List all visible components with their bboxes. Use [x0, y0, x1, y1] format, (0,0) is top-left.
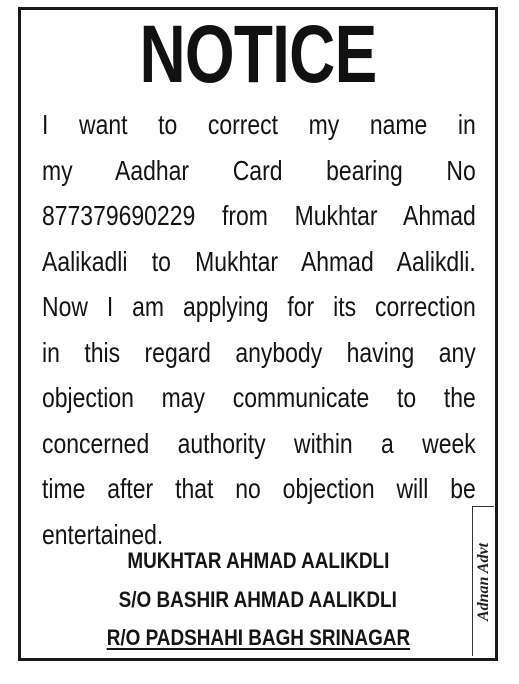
signature-name-text: MUKHTAR AHMAD AALIKDLI: [126, 548, 390, 573]
notice-body: [42, 102, 476, 557]
agency-credit-text: Adnan Advt: [474, 542, 492, 621]
signature-residence-text: R/O PADSHAHI BAGH SRINAGAR: [106, 625, 410, 650]
body-line: my Aadhar Card bearing No: [42, 154, 476, 186]
body-line: concerned authority within a week: [42, 427, 476, 459]
notice-title: NOTICE: [139, 9, 377, 100]
body-line: objection may communicate to the: [42, 382, 476, 413]
body-line: time after that no objection will be: [42, 473, 476, 504]
body-line: in this regard anybody having any: [42, 336, 476, 368]
signature-father: [21, 585, 495, 615]
body-line: entertained.: [42, 518, 164, 550]
signature-father-text: S/O BASHIR AHMAD AALIKDLI: [118, 587, 398, 612]
signature-name: [21, 546, 495, 576]
body-line: 877379690229 from Mukhtar Ahmad: [42, 200, 476, 231]
body-line: I want to correct my name in: [42, 109, 476, 140]
body-line: Aalikadli to Mukhtar Ahmad Aalikdli.: [42, 245, 476, 277]
signature-residence: [21, 623, 495, 653]
agency-credit: [472, 506, 494, 656]
notice-frame: [18, 7, 498, 661]
body-line: Now I am applying for its correction: [42, 291, 476, 322]
